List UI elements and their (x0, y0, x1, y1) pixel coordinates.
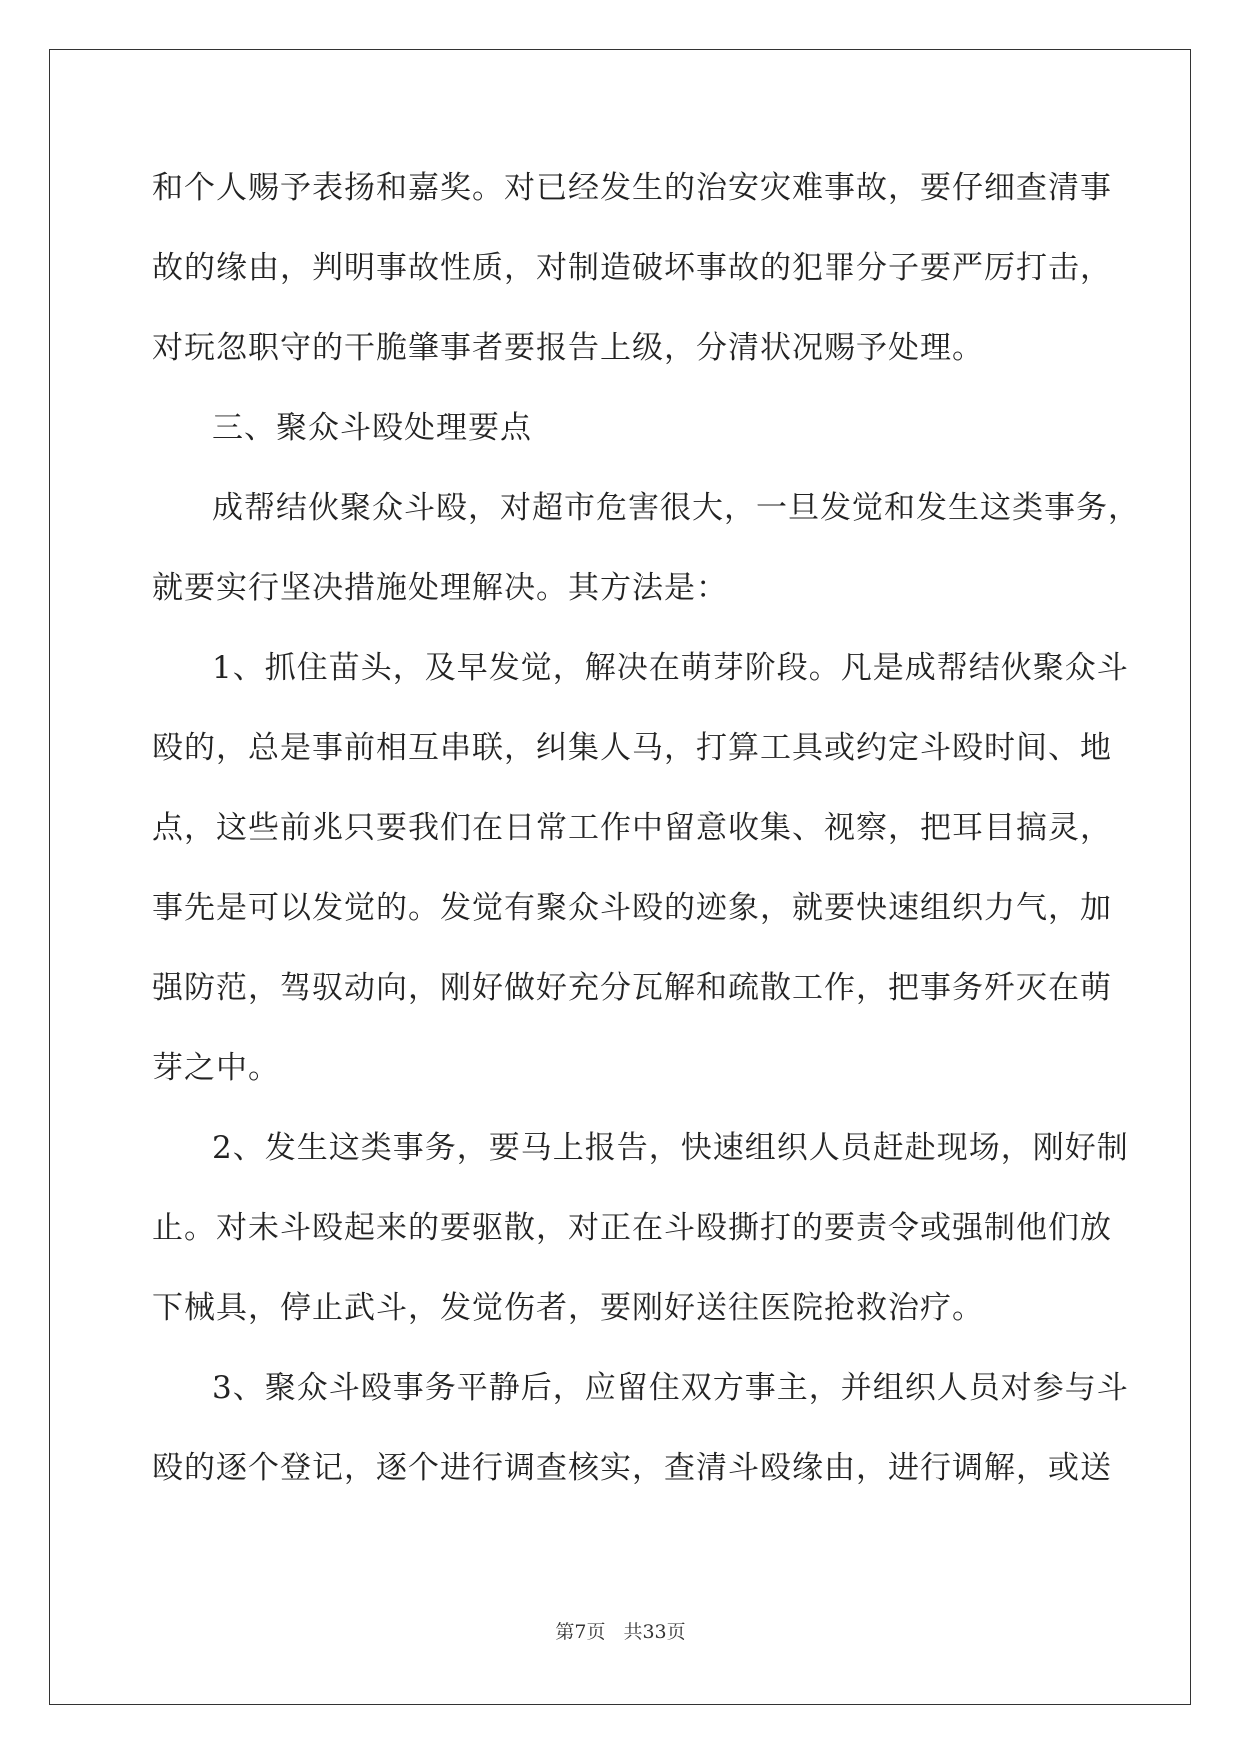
page-footer (0, 1617, 1241, 1644)
page-number: 第7页 (555, 1621, 606, 1643)
text-line: 和个人赐予表扬和嘉奖。对已经发生的治安灾难事故，要仔细查清事 (152, 170, 1112, 206)
text-line: 止。对未斗殴起来的要驱散，对正在斗殴撕打的要责令或强制他们放 (152, 1210, 1112, 1246)
text-line: 强防范，驾驭动向，刚好做好充分瓦解和疏散工作，把事务歼灭在萌 (152, 970, 1112, 1006)
text-line: 殴的，总是事前相互串联，纠集人马，打算工具或约定斗殴时间、地 (152, 730, 1112, 766)
text-line: 下械具，停止武斗，发觉伤者，要刚好送往医院抢救治疗。 (152, 1290, 984, 1326)
text-line: 点，这些前兆只要我们在日常工作中留意收集、视察，把耳目搞灵， (152, 810, 1112, 846)
text-line: 殴的逐个登记，逐个进行调查核实，查清斗殴缘由，进行调解，或送 (152, 1450, 1112, 1486)
page-total: 共33页 (623, 1621, 686, 1643)
text-line: 事先是可以发觉的。发觉有聚众斗殴的迹象，就要快速组织力气，加 (152, 890, 1112, 926)
text-line: 对玩忽职守的干脆肇事者要报告上级，分清状况赐予处理。 (152, 330, 984, 366)
section-heading: 三、聚众斗殴处理要点 (212, 410, 532, 446)
text-line: 芽之中。 (152, 1050, 280, 1086)
text-line: 故的缘由，判明事故性质，对制造破坏事故的犯罪分子要严厉打击， (152, 250, 1112, 286)
text-line: 1、抓住苗头，及早发觉，解决在萌芽阶段。凡是成帮结伙聚众斗 (212, 650, 1129, 686)
text-line: 就要实行坚决措施处理解决。其方法是： (152, 570, 728, 606)
document-body (152, 160, 1140, 1520)
text-line: 2、发生这类事务，要马上报告，快速组织人员赶赴现场，刚好制 (212, 1130, 1129, 1166)
text-line: 3、聚众斗殴事务平静后，应留住双方事主，并组织人员对参与斗 (212, 1370, 1129, 1406)
text-line: 成帮结伙聚众斗殴，对超市危害很大，一旦发觉和发生这类事务， (212, 490, 1140, 526)
